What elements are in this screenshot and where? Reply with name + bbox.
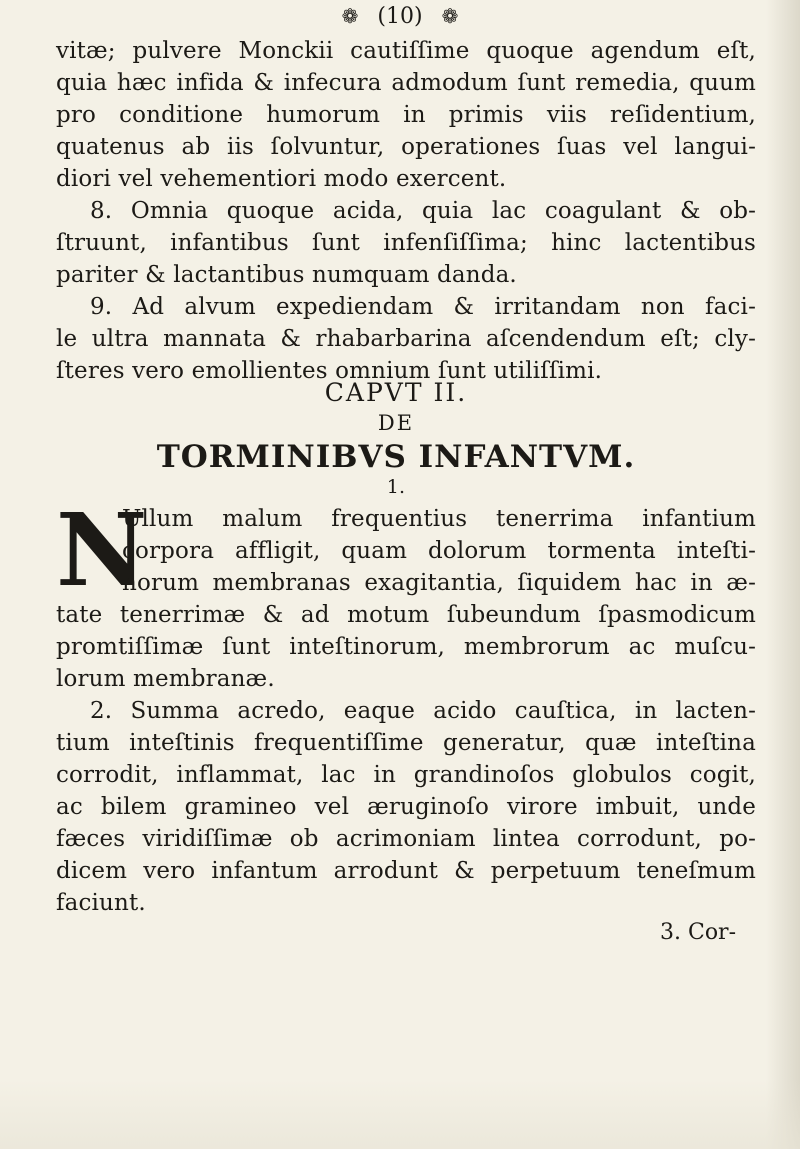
drop-capital: N <box>56 491 148 609</box>
text-line: tate tenerrimæ & ad motum ſubeundum ſpasmodicum <box>56 602 756 628</box>
text-line: fæces viridiſſimæ ob acrimoniam lintea corrodunt, po- <box>56 826 756 852</box>
catchword: 3. Cor- <box>660 920 737 945</box>
text-line: lorum membranæ. <box>56 666 275 692</box>
text-line: dicem vero infantum arrodunt & perpetuum teneſmum <box>56 858 756 884</box>
flower-ornament-icon: ❁ <box>341 4 359 28</box>
page-number: (10) <box>377 4 423 29</box>
text-line: vitæ; pulvere Monckii cautiſſime quoque agendum eſt, <box>56 38 756 64</box>
chapter-label: CAPVT II. <box>324 378 468 407</box>
page-header <box>0 4 800 29</box>
text-line: pro conditione humorum in primis viis reſidentium, <box>56 102 756 128</box>
text-line: ac bilem gramineo vel æruginoſo virore imbuit, unde <box>56 794 756 820</box>
text-line: quia hæc infida & infecura admodum ſunt remedia, quum <box>56 70 756 96</box>
chapter-de: DE <box>377 411 415 435</box>
page-bottom-shade <box>0 1079 800 1149</box>
text-line: pariter & lactantibus numquam danda. <box>56 262 517 288</box>
text-line: ſteres vero emollientes omnium ſunt utiliſſimi. <box>56 358 603 384</box>
text-line: diori vel vehementiori modo exercent. <box>56 166 507 192</box>
flower-ornament-icon: ❁ <box>441 4 459 28</box>
paragraph-9-start: 9. Ad alvum expediendam & irritandam non faci- <box>90 294 756 320</box>
text-line: corpora affligit, quam dolorum tormenta inteſti- <box>122 538 756 564</box>
text-line: quatenus ab iis ſolvuntur, operationes ſuas vel langui- <box>56 134 756 160</box>
chapter-title: TORMINIBVS INFANTVM. <box>156 439 636 475</box>
text-line: Ullum malum frequentius tenerrima infantium <box>122 506 756 532</box>
text-line: norum membranas exagitantia, ſiquidem hac in æ- <box>122 570 756 596</box>
text-line: le ultra mannata & rhabarbarina aſcendendum eſt; cly- <box>56 326 756 352</box>
text-line: faciunt. <box>56 890 146 916</box>
page-edge-shadow <box>766 0 800 1149</box>
paragraph-2-start: 2. Summa acredo, eaque acido cauſtica, in lacten- <box>90 698 756 724</box>
text-line: promtiſſimæ ſunt inteſtinorum, membrorum ac muſcu- <box>56 634 756 660</box>
section-number: 1. <box>386 476 406 498</box>
text-line: tium inteſtinis frequentiſſime generatur, quæ inteſtina <box>56 730 756 756</box>
text-line: ſtruunt, infantibus ſunt infenſiſſima; hinc lactentibus <box>56 230 756 256</box>
text-line: corrodit, inflammat, lac in grandinoſos globulos cogit, <box>56 762 756 788</box>
paragraph-8-start: 8. Omnia quoque acida, quia lac coagulant & ob- <box>90 198 756 224</box>
